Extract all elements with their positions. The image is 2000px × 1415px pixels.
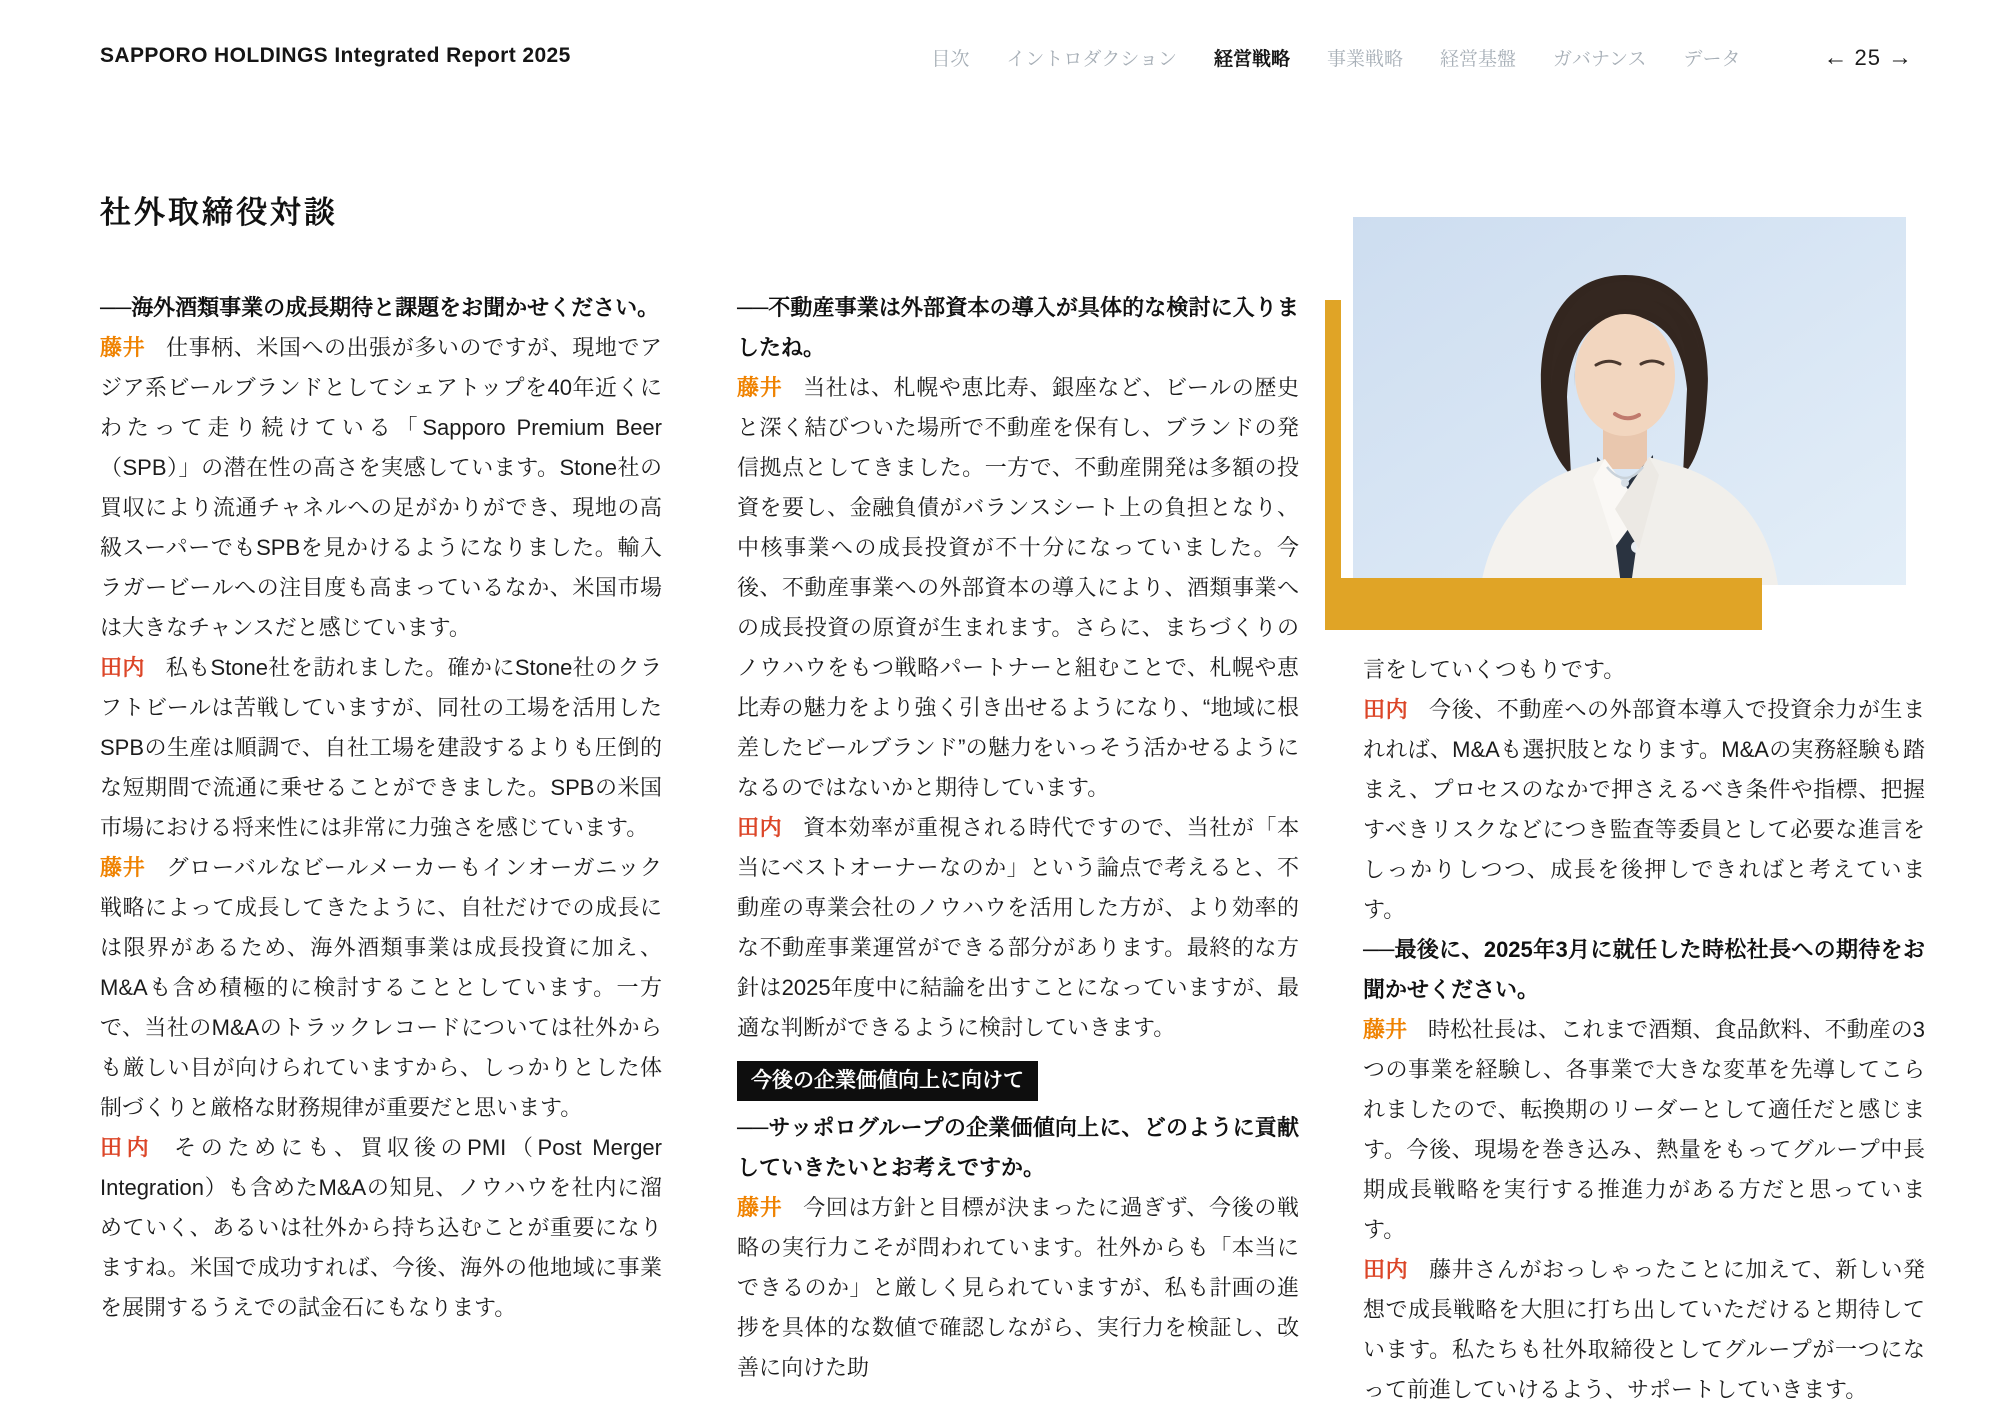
interview-question: ──不動産事業は外部資本の導入が具体的な検討に入りましたね。 (737, 295, 1299, 360)
next-page-arrow[interactable]: → (1888, 43, 1912, 71)
section-tag: 今後の企業価値向上に向けて (737, 1061, 1038, 1101)
report-brand-title: SAPPORO HOLDINGS Integrated Report 2025 (100, 44, 571, 67)
speaker-name: 田内 (100, 655, 145, 680)
speaker-name: 田内 (737, 815, 783, 840)
interview-question: ──最後に、2025年3月に就任した時松社長への期待をお聞かせください。 (1363, 937, 1925, 1002)
prev-page-arrow[interactable]: ← (1823, 43, 1848, 71)
header-nav (931, 44, 1912, 71)
portrait-photo (1353, 217, 1906, 585)
gold-accent-bar-horizontal (1325, 578, 1762, 630)
dialogue-continuation: 言をしていくつもりです。 (1363, 657, 1626, 682)
dialogue-paragraph: 田内 資本効率が重視される時代ですので、当社が「本当にベストオーナーなのか」という論点で考えると、不動産の専業会社のノウハウを活用した方が、より効率的な不動産事業運営ができる部分があります。最終的な方針は2025年度中に結論を出すことになっていますが、最適な判断ができるように検討していきます。 (737, 815, 1299, 1040)
speaker-name: 藤井 (737, 1195, 783, 1220)
nav-item-ガバナンス[interactable]: ガバナンス (1553, 49, 1647, 70)
speaker-name: 藤井 (1363, 1017, 1408, 1042)
page-title: 社外取締役対談 (100, 194, 338, 230)
dialogue-paragraph: 田内 藤井さんがおっしゃったことに加えて、新しい発想で成長戦略を大胆に打ち出していただけると期待しています。私たちも社外取締役としてグループが一つになって前進していけるよう、サポートしていきます。 (1363, 1257, 1925, 1402)
dialogue-paragraph: 藤井 時松社長は、これまで酒類、食品飲料、不動産の3つの事業を経験し、各事業で大きな変革を先導してこられましたので、転換期のリーダーとして適任だと感じます。今後、現場を巻き込み、熱量をもってグループ中長期成長戦略を実行する推進力がある方だと思っています。 (1363, 1017, 1925, 1242)
dialogue-paragraph: 田内 今後、不動産への外部資本導入で投資余力が生まれれば、M&Aも選択肢となります。M&Aの実務経験も踏まえ、プロセスのなかで押さえるべき条件や指標、把握すべきリスクなどにつき監査等委員として必要な進言をしっかりしつつ、成長を後押しできればと考えています。 (1363, 697, 1925, 922)
dialogue-paragraph: 田内 そのためにも、買収後のPMI（Post Merger Integration）も含めたM&Aの知見、ノウハウを社内に溜めていく、あるいは社外から持ち込むことが重要になりますね。米国で成功すれば、今後、海外の他地域に事業を展開するうえでの試金石にもなります。 (100, 1135, 662, 1320)
text-column-3 (1363, 650, 1925, 1410)
speaker-name: 田内 (100, 1135, 154, 1160)
nav-item-経営基盤[interactable]: 経営基盤 (1440, 49, 1517, 70)
page-pager (1824, 45, 1912, 71)
speaker-name: 田内 (1363, 697, 1409, 722)
dialogue-paragraph: 藤井 仕事柄、米国への出張が多いのですが、現地でアジア系ビールブランドとしてシェアトップを40年近くにわたって走り続けている「Sapporo Premium Beer（SPB）」の潜在性の高さを実感しています。Stone社の買収により流通チャネルへの足がかりができ、現地の高級スーパーでもSPBを見かけるようになりました。輸入ラガービールへの注目度も高まっているなか、米国市場は大きなチャンスだと感じています。 (100, 335, 662, 640)
page-number: 25 (1854, 44, 1881, 70)
nav-item-事業戦略[interactable]: 事業戦略 (1326, 49, 1403, 70)
text-column-1 (100, 288, 662, 1328)
speaker-name: 藤井 (100, 335, 146, 360)
speaker-name: 藤井 (737, 375, 783, 400)
speaker-name: 田内 (1363, 1257, 1409, 1282)
speaker-name: 藤井 (100, 855, 146, 880)
nav-item-データ[interactable]: データ (1683, 49, 1741, 70)
nav-item-イントロダクション[interactable]: イントロダクション (1006, 49, 1177, 70)
nav-item-経営戦略[interactable]: 経営戦略 (1213, 49, 1290, 70)
necklace-pendant (1621, 479, 1629, 487)
interview-question: ──サッポログループの企業価値向上に、どのように貢献していきたいとお考えですか。 (737, 1115, 1299, 1180)
dialogue-paragraph: 藤井 グローバルなビールメーカーもインオーガニック戦略によって成長してきたように、自社だけでの成長には限界があるため、海外酒類事業は成長投資に加え、M&Aも含め積極的に検討することとしています。一方で、当社のM&Aのトラックレコードについては社外からも厳しい目が向けられていますから、しっかりとした体制づくりと厳格な財務規律が重要だと思います。 (100, 855, 662, 1120)
dialogue-paragraph: 田内 私もStone社を訪れました。確かにStone社のクラフトビールは苦戦していますが、同社の工場を活用したSPBの生産は順調で、自社工場を建設するよりも圧倒的な短期間で流通に乗せることができました。SPBの米国市場における将来性には非常に力強さを感じています。 (100, 655, 662, 840)
dialogue-paragraph: 藤井 今回は方針と目標が決まったに過ぎず、今後の戦略の実行力こそが問われています。社外からも「本当にできるのか」と厳しく見られていますが、私も計画の進捗を具体的な数値で確認しながら、実行力を検証し、改善に向けた助 (737, 1195, 1299, 1380)
dialogue-paragraph: 藤井 当社は、札幌や恵比寿、銀座など、ビールの歴史と深く結びついた場所で不動産を保有し、ブランドの発信拠点としてきました。一方で、不動産開発は多額の投資を要し、金融負債がバランスシート上の負担となり、中核事業への成長投資が不十分になっていました。今後、不動産事業への外部資本の導入により、酒類事業への成長投資の原資が生まれます。さらに、まちづくりのノウハウをもつ戦略パートナーと組むことで、札幌や恵比寿の魅力をより強く引き出せるようになり、“地域に根差したビールブランド”の魅力をいっそう活かせるようになるのではないかと期待しています。 (737, 375, 1299, 800)
text-column-2 (737, 288, 1299, 1388)
nav-item-目次[interactable]: 目次 (931, 49, 970, 70)
interview-question: ──海外酒類事業の成長期待と課題をお聞かせください。 (100, 295, 660, 320)
